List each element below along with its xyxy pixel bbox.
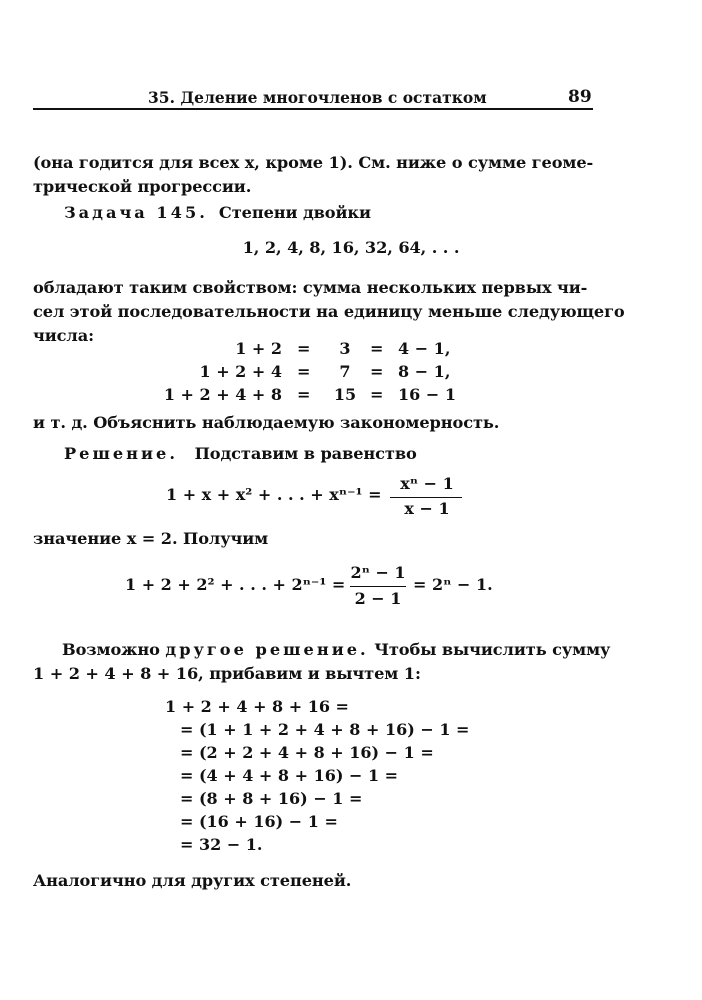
problem-heading (64, 203, 371, 222)
solution-intro: Подставим в равенство (194, 444, 417, 463)
table-eq1-2: = (297, 385, 311, 404)
table-eq1-0: = (297, 339, 311, 358)
header-rule (33, 108, 593, 110)
table-mid-2: 15 (333, 385, 357, 404)
alt-step-1: = (1 + 1 + 2 + 4 + 8 + 16) − 1 = (180, 720, 470, 739)
table-eq1-1: = (297, 362, 311, 381)
alt-step-3: = (4 + 4 + 8 + 16) − 1 = (180, 766, 399, 785)
formula2-denominator: 2 − 1 (354, 589, 402, 608)
table-lhs-2: 1 + 2 + 4 + 8 (163, 385, 282, 404)
alt-prefix: Возможно (62, 640, 160, 659)
formula2-fraction-bar (350, 586, 406, 587)
formula1-lhs: 1 + x + x² + . . . + xⁿ⁻¹ = (166, 485, 382, 504)
formula1-fraction-bar (390, 497, 462, 498)
problem-line2: сел этой последовательности на единицу меньше следующего (33, 302, 625, 321)
problem-line3: числа: (33, 326, 94, 345)
alt-step-4: = (8 + 8 + 16) − 1 = (180, 789, 363, 808)
solution-label: Решение. (64, 444, 178, 463)
formula2-lhs: 1 + 2 + 2² + . . . + 2ⁿ⁻¹ = (125, 575, 346, 594)
section-title: 35. Деление многочленов с остатком (148, 88, 487, 107)
para1-line2: трической прогрессии. (33, 177, 252, 196)
formula2-numerator: 2ⁿ − 1 (350, 563, 406, 582)
problem-line1: обладают таким свойством: сумма нескольких первых чи- (33, 278, 588, 297)
alt-step-6: = 32 − 1. (180, 835, 263, 854)
table-lhs-0: 1 + 2 (235, 339, 282, 358)
alt-suffix: Чтобы вычислить сумму (374, 640, 611, 659)
substitution-text: значение x = 2. Получим (33, 529, 269, 548)
problem-closing: и т. д. Объяснить наблюдаемую закономерность. (33, 413, 500, 432)
table-mid-1: 7 (339, 362, 351, 381)
formula1-denominator: x − 1 (404, 499, 450, 518)
alt-spaced: другое решение. (165, 640, 369, 659)
problem-label: Задача 145. (64, 203, 208, 222)
table-mid-0: 3 (339, 339, 351, 358)
table-rhs-2: 16 − 1 (398, 385, 456, 404)
alt-heading (62, 640, 610, 659)
solution-heading (64, 444, 417, 463)
alt-closing: Аналогично для других степеней. (33, 871, 352, 890)
alt-step-5: = (16 + 16) − 1 = (180, 812, 338, 831)
table-eq2-1: = (370, 362, 384, 381)
page-number: 89 (568, 87, 592, 107)
problem-intro: Степени двойки (218, 203, 371, 222)
para1-line1: (она годится для всех x, кроме 1). См. ниже о сумме геоме- (33, 153, 594, 172)
alt-step-2: = (2 + 2 + 4 + 8 + 16) − 1 = (180, 743, 434, 762)
table-rhs-0: 4 − 1, (398, 339, 451, 358)
table-eq2-2: = (370, 385, 384, 404)
table-lhs-1: 1 + 2 + 4 (199, 362, 282, 381)
formula2-rhs: = 2ⁿ − 1. (413, 575, 493, 594)
sequence: 1, 2, 4, 8, 16, 32, 64, . . . (242, 238, 460, 257)
table-rhs-1: 8 − 1, (398, 362, 451, 381)
table-eq2-0: = (370, 339, 384, 358)
formula1-numerator: xⁿ − 1 (400, 474, 454, 493)
alt-step-0: 1 + 2 + 4 + 8 + 16 = (165, 697, 349, 716)
alt-line2: 1 + 2 + 4 + 8 + 16, прибавим и вычтем 1: (33, 664, 421, 683)
